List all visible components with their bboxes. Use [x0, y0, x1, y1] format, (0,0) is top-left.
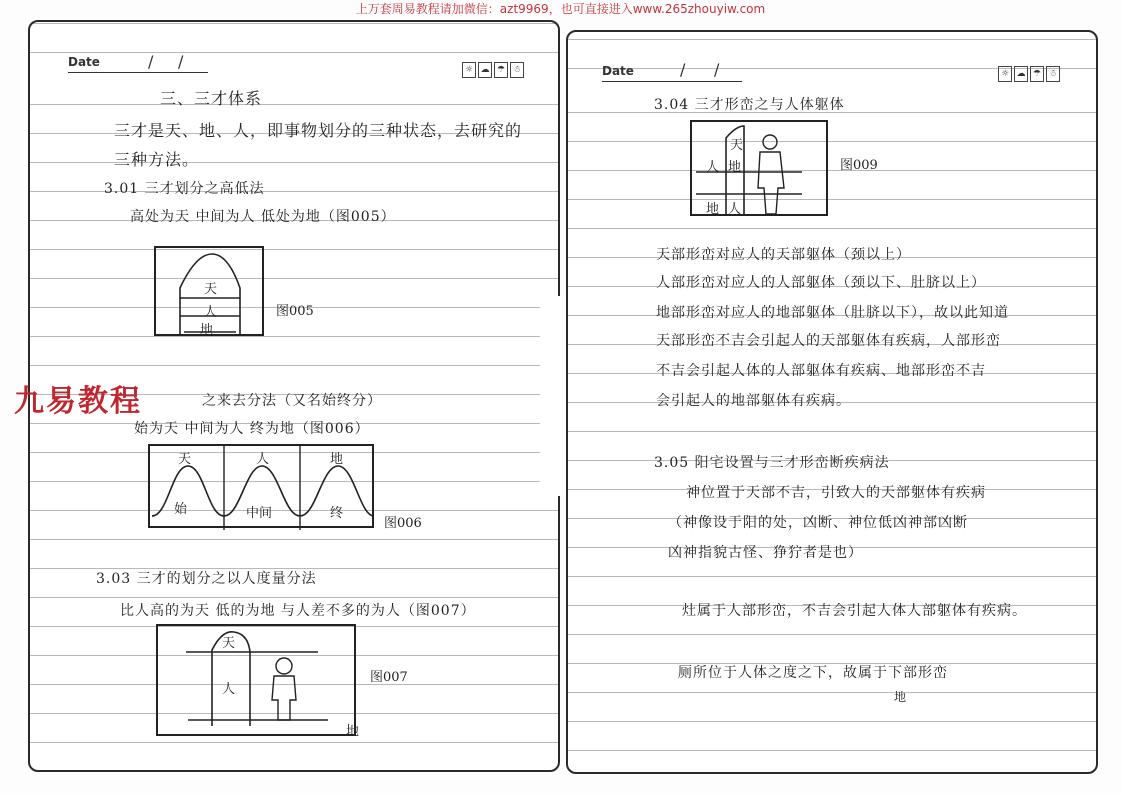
cell-middle: 中间: [246, 506, 273, 521]
snow-icon: ☃: [1046, 66, 1060, 82]
body-line: 不吉会引起人体的人部躯体有疾病、地部形峦不吉: [656, 363, 986, 379]
cloud-icon: ☁: [1014, 66, 1028, 82]
figure-009-frame: [690, 120, 828, 216]
date-slash: /: [680, 60, 686, 79]
cloud-icon: ☁: [478, 62, 492, 78]
date-slash: /: [714, 60, 720, 79]
figure-007-frame: [156, 624, 360, 739]
s303-desc: 比人高的为天 低的为地 与人差不多的为人（图007）: [120, 603, 476, 619]
date-line: [68, 72, 208, 73]
cell-heaven: 天: [178, 452, 192, 467]
snow-icon: ☃: [510, 62, 524, 78]
s305-line: 神位置于天部不吉，引致人的天部躯体有疾病: [686, 485, 986, 501]
intro-line: 三种方法。: [114, 150, 200, 169]
s305-line: （神像设于阳的处，凶断、神位低凶神部凶断: [668, 515, 968, 531]
s303-heading: 3.03 三才的划分之以人度量分法: [96, 571, 317, 587]
cell-heaven: 天: [204, 282, 218, 297]
cell-earth: 地: [330, 452, 344, 467]
cell-earth: 地: [706, 202, 720, 217]
figure-007-drawing: [158, 626, 358, 738]
cell-human: 人: [204, 305, 218, 320]
s301-desc: 高处为天 中间为人 低处为地（图005）: [130, 209, 396, 225]
cell-start: 始: [174, 502, 188, 517]
cell-earth: 地: [200, 323, 214, 338]
body-line: 会引起人的地部躯体有疾病。: [656, 393, 851, 409]
body-line: 天部形峦对应人的天部躯体（颈以上）: [656, 247, 911, 263]
body-line: 人部形峦对应人的人部躯体（颈以下、肚脐以上）: [656, 275, 986, 291]
top-watermark-text: 上万套周易教程请加微信：azt9969，也可直接进入www.265zhouyiw.com: [355, 2, 766, 16]
right-notebook-page: [566, 30, 1098, 774]
cell-heaven: 天: [222, 636, 236, 651]
figure-006-label: 图006: [384, 516, 422, 531]
cell-human: 人: [222, 682, 236, 697]
figure-005-frame: [154, 246, 264, 336]
sun-icon: ☼: [462, 62, 476, 78]
weather-icons: [998, 66, 1060, 82]
s305-line3: 厕所位于人体之度之下，故属于下部形峦: [678, 665, 948, 681]
cell-earth: 地: [728, 160, 742, 175]
body-line: 天部形峦不吉会引起人的天部躯体有疾病，人部形峦: [656, 333, 1001, 349]
intro-line: 三才是天、地、人，即事物划分的三种状态，去研究的: [114, 121, 523, 140]
date-line: [602, 81, 742, 82]
section-title: 三、三才体系: [160, 89, 263, 108]
weather-icons: [462, 62, 524, 78]
cell-end: 终: [330, 506, 344, 521]
s305-line: 凶神指貌古怪、狰狞者是也）: [668, 545, 863, 561]
cell-human: 人: [728, 202, 742, 217]
date-slash: /: [148, 52, 154, 71]
figure-009-label: 图009: [840, 158, 878, 173]
figure-006-frame: [148, 444, 374, 528]
cell-human: 人: [706, 160, 720, 175]
body-line: 地部形峦对应人的地部躯体（肚脐以下），故以此知道: [656, 305, 1009, 321]
cell-earth: 地: [346, 724, 360, 739]
umbrella-icon: ☂: [1030, 66, 1044, 82]
s305-heading: 3.05 阳宅设置与三才形峦断疾病法: [654, 455, 890, 471]
s302-desc: 始为天 中间为人 终为地（图006）: [134, 421, 370, 437]
s301-heading: 3.01 三才划分之高低法: [104, 181, 265, 197]
sun-icon: ☼: [998, 66, 1012, 82]
s305-line2: 灶属于人部形峦，不吉会引起人体人部躯体有疾病。: [682, 603, 1027, 619]
cell-human: 人: [256, 452, 270, 467]
umbrella-icon: ☂: [494, 62, 508, 78]
date-label: Date: [68, 55, 100, 69]
figure-007-label: 图007: [370, 670, 408, 685]
s304-heading: 3.04 三才形峦之与人体躯体: [654, 97, 845, 113]
figure-005-label: 图005: [276, 304, 314, 319]
site-logo: 九易教程: [14, 384, 142, 419]
date-label: Date: [602, 64, 634, 78]
s305-line3-note: 地: [894, 690, 908, 704]
cell-heaven: 天: [730, 138, 744, 153]
date-slash: /: [178, 52, 184, 71]
s302-heading: 之来去分法（又名始终分）: [202, 393, 382, 409]
